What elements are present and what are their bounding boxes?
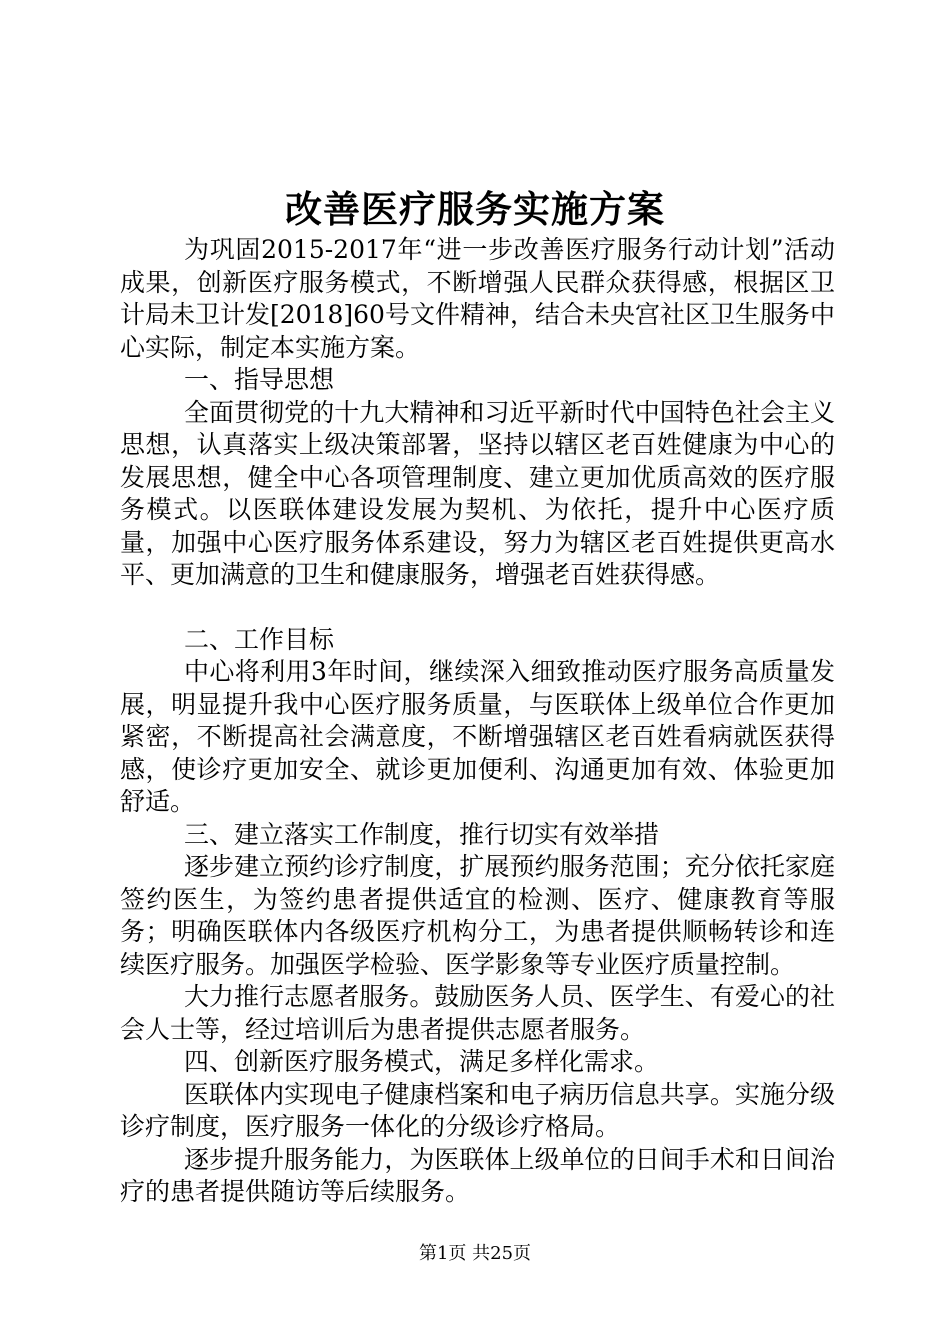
work-goals-paragraph: 中心将利用3年时间，继续深入细致推动医疗服务高质量发展，明显提升我中心医疗服务质量，与医联体上级单位合作更加紧密，不断提高社会满意度，不断增强辖区老百姓看病就医获得感，使诊疗更加安全、就诊更加便利、沟通更加有效、体验更加舒适。 — [120, 657, 835, 816]
section-heading-work-system: 三、建立落实工作制度，推行切实有效举措 — [184, 819, 660, 849]
work-system-paragraph: 逐步建立预约诊疗制度，扩展预约服务范围；充分依托家庭签约医生，为签约患者提供适宜的检测、医疗、健康教育等服务；明确医联体内各级医疗机构分工，为患者提供顺畅转诊和连续医疗服务。加强医学检验、医学影象等专业医疗质量控制。 — [120, 852, 835, 979]
section-heading-guiding-ideology: 一、指导思想 — [184, 365, 335, 394]
document-body — [120, 234, 835, 1209]
section-heading-service-model: 四、创新医疗服务模式，满足多样化需求。 — [184, 1047, 660, 1076]
page-footer: 第1页 共25页 — [418, 1243, 532, 1264]
intro-paragraph: 为巩固2015-2017年“进一步改善医疗服务行动计划”活动成果，创新医疗服务模式，不断增强人民群众获得感，根据区卫计局未卫计发[2018]60号文件精神，结合未央宫社区卫生服务中心实际，制定本实施方案。 — [120, 235, 835, 362]
service-capacity-paragraph: 逐步提升服务能力，为医联体上级单位的日间手术和日间治疗的患者提供随访等后续服务。 — [120, 1144, 835, 1206]
document-title: 改善医疗服务实施方案 — [285, 187, 665, 231]
guiding-ideology-paragraph: 全面贯彻党的十九大精神和习近平新时代中国特色社会主义思想，认真落实上级决策部署，坚持以辖区老百姓健康为中心的发展思想，健全中心各项管理制度、建立更加优质高效的医疗服务模式。以医联体建设发展为契机、为依托，提升中心医疗质量，加强中心医疗服务体系建设，努力为辖区老百姓提供更高水平、更加满意的卫生和健康服务，增强老百姓获得感。 — [120, 397, 835, 589]
info-sharing-paragraph: 医联体内实现电子健康档案和电子病历信息共享。实施分级诊疗制度，医疗服务一体化的分级诊疗格局。 — [120, 1079, 835, 1141]
volunteer-paragraph: 大力推行志愿者服务。鼓励医务人员、医学生、有爱心的社会人士等，经过培训后为患者提供志愿者服务。 — [120, 982, 835, 1044]
section-heading-work-goals: 二、工作目标 — [184, 624, 335, 654]
